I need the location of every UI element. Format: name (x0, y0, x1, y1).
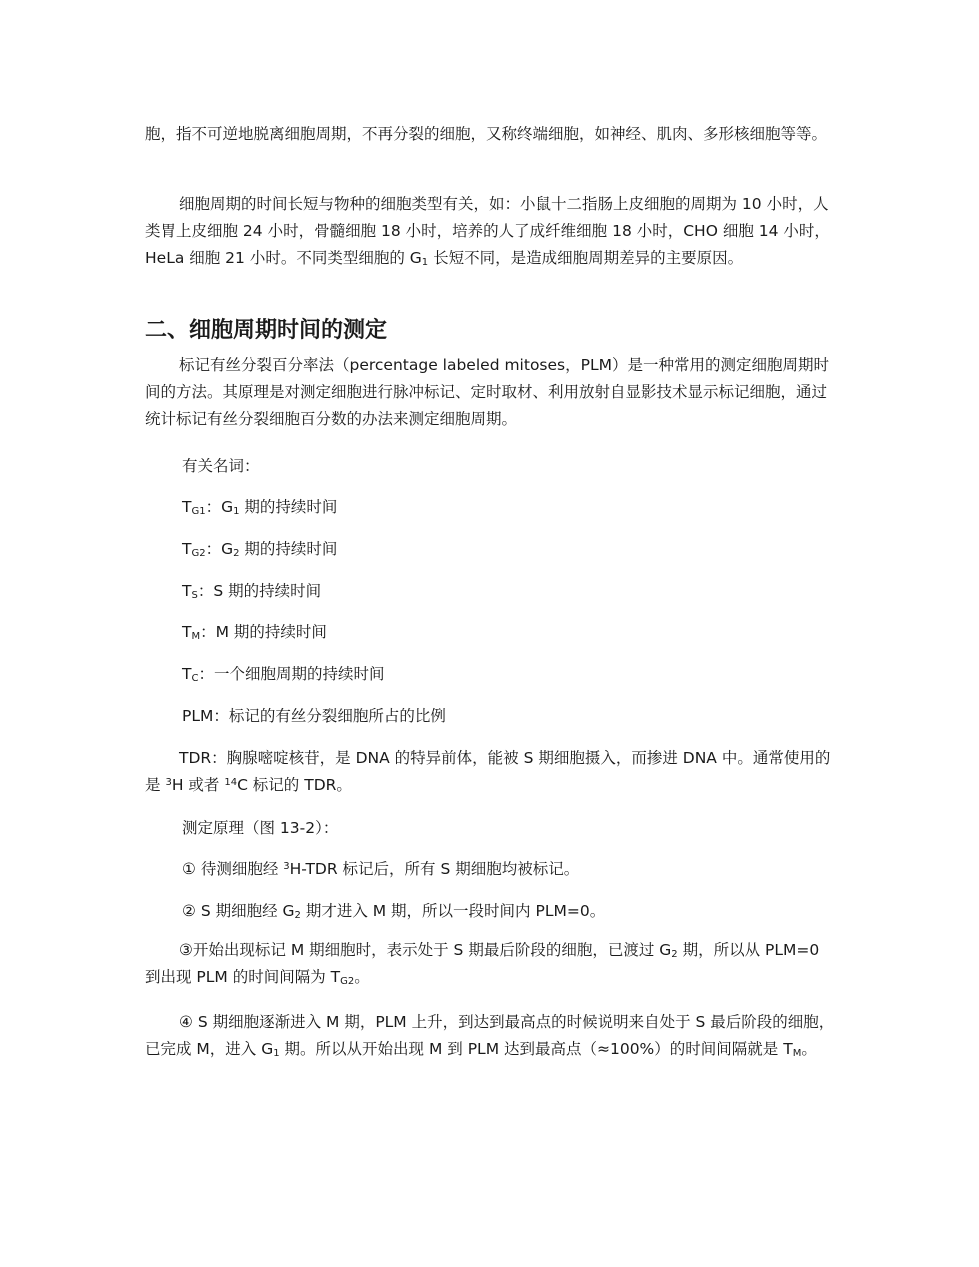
term-tc: $T_C$：一个细胞周期的持续时间 (182, 665, 385, 684)
step-3: ③开始出现标记 M 期细胞时，表示处于 S 期最后阶段的细胞，已渡过 $G_2$ 期，所以从 PLM=0 到出现 PLM 的时间间隔为 $T_{G2}$。 (145, 941, 820, 987)
term-tg2: $T_{G2}$：$G_2$ 期的持续时间 (182, 540, 338, 559)
section-heading: 二、细胞周期时间的测定 (145, 318, 388, 343)
term-tm: $T_M$：M 期的持续时间 (182, 623, 327, 642)
term-ts: $T_S$：S 期的持续时间 (182, 582, 322, 601)
step-2: ② S 期细胞经 $G_2$ 期才进入 M 期，所以一段时间内 PLM=0。 (182, 902, 606, 921)
step-1: ① 待测细胞经 $^3$H-TDR 标记后，所有 S 期细胞均被标记。 (182, 860, 580, 878)
term-plm: PLM：标记的有丝分裂细胞所占的比例 (182, 707, 446, 725)
term-tg1: $T_{G1}$：$G_1$ 期的持续时间 (182, 498, 338, 517)
paragraph-cycle-duration: 细胞周期的时间长短与物种的细胞类型有关，如：小鼠十二指肠上皮细胞的周期为 10 小时，人类胃上皮细胞 24 小时，骨髓细胞 18 小时，培养的人了成纤维细胞 18 小时，CHO 细胞 14 小时，HeLa 细胞 21 小时。不同类型细胞的 $G_1$ 长短不同，是造成细胞周期差异的主要原因。 (145, 195, 830, 268)
paragraph-plm-method: 标记有丝分裂百分率法（percentage labeled mitoses，PLM）是一种常用的测定细胞周期时间的方法。其原理是对测定细胞进行脉冲标记、定时取材、利用放射自显影技术显示标记细胞，通过统计标记有丝分裂细胞百分数的办法来测定细胞周期。 (145, 356, 829, 428)
paragraph-terminal-cells: 胞，指不可逆地脱离细胞周期，不再分裂的细胞，又称终端细胞，如神经、肌肉、多形核细胞等等。 (145, 125, 828, 143)
terms-title: 有关名词： (182, 457, 260, 475)
paragraph-tdr: TDR：胸腺嘧啶核苷，是 DNA 的特异前体，能被 S 期细胞摄入，而掺进 DNA 中。通常使用的是 $^3$H 或者 $^{14}$C 标记的 TDR。 (145, 749, 831, 794)
principle-title: 测定原理（图 13-2）： (182, 819, 339, 837)
step-4: ④ S 期细胞逐渐进入 M 期，PLM 上升，到达到最高点的时候说明来自处于 S 最后阶段的细胞，已完成 M，进入 $G_1$ 期。所以从开始出现 M 到 PLM 达到最高点（≈100%）的时间间隔就是 $T_M$。 (145, 1013, 835, 1059)
